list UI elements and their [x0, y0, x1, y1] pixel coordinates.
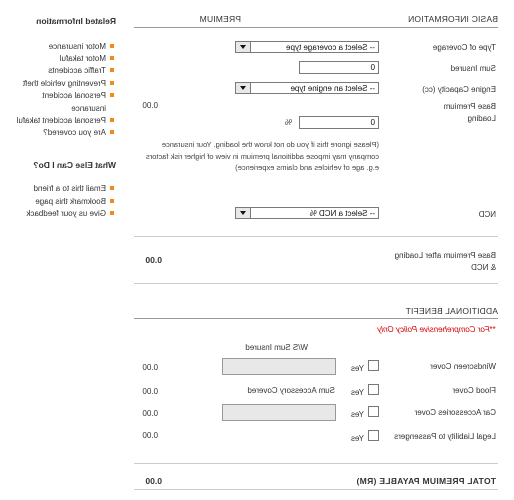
section-divider: [134, 489, 498, 490]
bullet-icon: [110, 130, 114, 134]
additional-benefit-heading: ADDITIONAL BENEFIT: [405, 306, 498, 316]
sidebar-link-personal-accident-takaful[interactable]: Personal accident takaful: [17, 116, 114, 125]
flood-cover-label: Flood Cover: [452, 386, 496, 395]
after-loading-label: Base Premium after Loading: [394, 251, 496, 260]
total-premium-value: 0.00: [145, 476, 162, 486]
legal-liability-label: Legal Liability to Passengers: [394, 432, 496, 441]
section-divider: [134, 318, 498, 319]
section-divider: [134, 463, 498, 464]
ncd-label: NCD: [478, 210, 496, 219]
sum-insured-label: Sum Insured: [450, 64, 496, 73]
windscreen-cover-value: 0.00: [142, 363, 158, 372]
car-accessories-cover-label: Car Accessories Cover: [414, 408, 496, 417]
flood-cover-checkbox[interactable]: [368, 384, 379, 395]
after-loading-value: 0.00: [145, 255, 162, 265]
loading-note: (Please ignore this if you do not know the loading. Your insurance company may impose additional premium in view of higher risk factors e.g. age of vehicles and claims experience): [145, 140, 379, 172]
ws-sum-insured-input[interactable]: [222, 358, 336, 375]
legal-liability-value: 0.00: [142, 431, 158, 440]
bullet-icon: [110, 211, 114, 215]
windscreen-cover-label: Windscreen Cover: [430, 362, 496, 371]
sidebar-link-feedback[interactable]: Give us your feedback: [26, 209, 114, 218]
bullet-icon: [110, 56, 114, 60]
windscreen-cover-checkbox[interactable]: [368, 360, 379, 371]
sidebar-link-traffic-accidents[interactable]: Traffic accidents: [48, 66, 114, 75]
sum-accessory-covered-input[interactable]: [222, 404, 336, 421]
ncd-select[interactable]: -- Select a NCD %: [235, 207, 379, 219]
yes-label: Yes: [350, 364, 364, 373]
sidebar-link-motor-insurance[interactable]: Motor insurance: [49, 42, 114, 51]
comprehensive-only-note: **For Comprehensive Policy Only: [377, 325, 496, 334]
sum-accessory-covered-label: Sum Accessory Covered: [247, 386, 335, 395]
base-premium-label: Base Premium: [443, 102, 496, 111]
base-premium-value: 0.00: [142, 101, 158, 110]
bullet-icon: [110, 81, 114, 85]
sidebar-link-email-friend[interactable]: Email this to a friend: [34, 184, 114, 193]
after-loading-label-cont: & NCD: [471, 263, 496, 272]
bullet-icon: [110, 199, 114, 203]
engine-capacity-label: Engine Capacity (cc): [422, 85, 496, 94]
section-divider: [134, 27, 498, 28]
bullet-icon: [110, 68, 114, 72]
what-else-heading: What Else Can I Do?: [33, 160, 116, 170]
coverage-type-select[interactable]: -- Select a coverage type: [235, 41, 379, 53]
basic-information-heading: BASIC INFORMATION: [407, 14, 498, 24]
car-accessories-cover-value: 0.00: [142, 409, 158, 418]
sidebar-link-preventing-vehicle-theft[interactable]: Preventing vehicle theft: [23, 79, 114, 88]
sidebar-link-personal-accident-cont[interactable]: insurance: [71, 104, 106, 113]
section-divider: [134, 236, 498, 237]
chevron-down-icon: [236, 83, 251, 93]
sidebar-link-are-you-covered[interactable]: Are you covered?: [43, 128, 114, 137]
bullet-icon: [110, 93, 114, 97]
bullet-icon: [110, 186, 114, 190]
ws-sum-insured-header: W/S Sum Insured: [245, 343, 308, 352]
bullet-icon: [110, 118, 114, 122]
sidebar-link-personal-accident[interactable]: Personal accident: [42, 91, 114, 100]
loading-input[interactable]: 0: [299, 116, 379, 129]
sidebar-link-motor-takaful[interactable]: Motor takaful: [60, 54, 114, 63]
premium-column-heading: PREMIUM: [199, 14, 241, 24]
related-information-heading: Related Information: [36, 16, 116, 26]
car-accessories-cover-checkbox[interactable]: [368, 406, 379, 417]
section-divider: [134, 283, 498, 284]
flood-cover-value: 0.00: [142, 387, 158, 396]
sum-insured-input[interactable]: 0: [299, 61, 379, 74]
chevron-down-icon: [236, 42, 251, 52]
yes-label: Yes: [350, 434, 364, 443]
chevron-down-icon: [236, 208, 251, 218]
yes-label: Yes: [350, 388, 364, 397]
engine-type-select[interactable]: -- Select an engine type: [235, 82, 379, 94]
legal-liability-checkbox[interactable]: [368, 430, 379, 441]
yes-label: Yes: [350, 410, 364, 419]
type-of-coverage-label: Type of Coverage: [432, 43, 496, 52]
bullet-icon: [110, 44, 114, 48]
loading-label: Loading: [467, 114, 496, 123]
total-premium-label: TOTAL PREMIUM PAYABLE (RM): [356, 476, 496, 486]
sidebar-link-bookmark[interactable]: Bookmark this page: [35, 197, 114, 206]
loading-percent-unit: %: [284, 118, 292, 127]
